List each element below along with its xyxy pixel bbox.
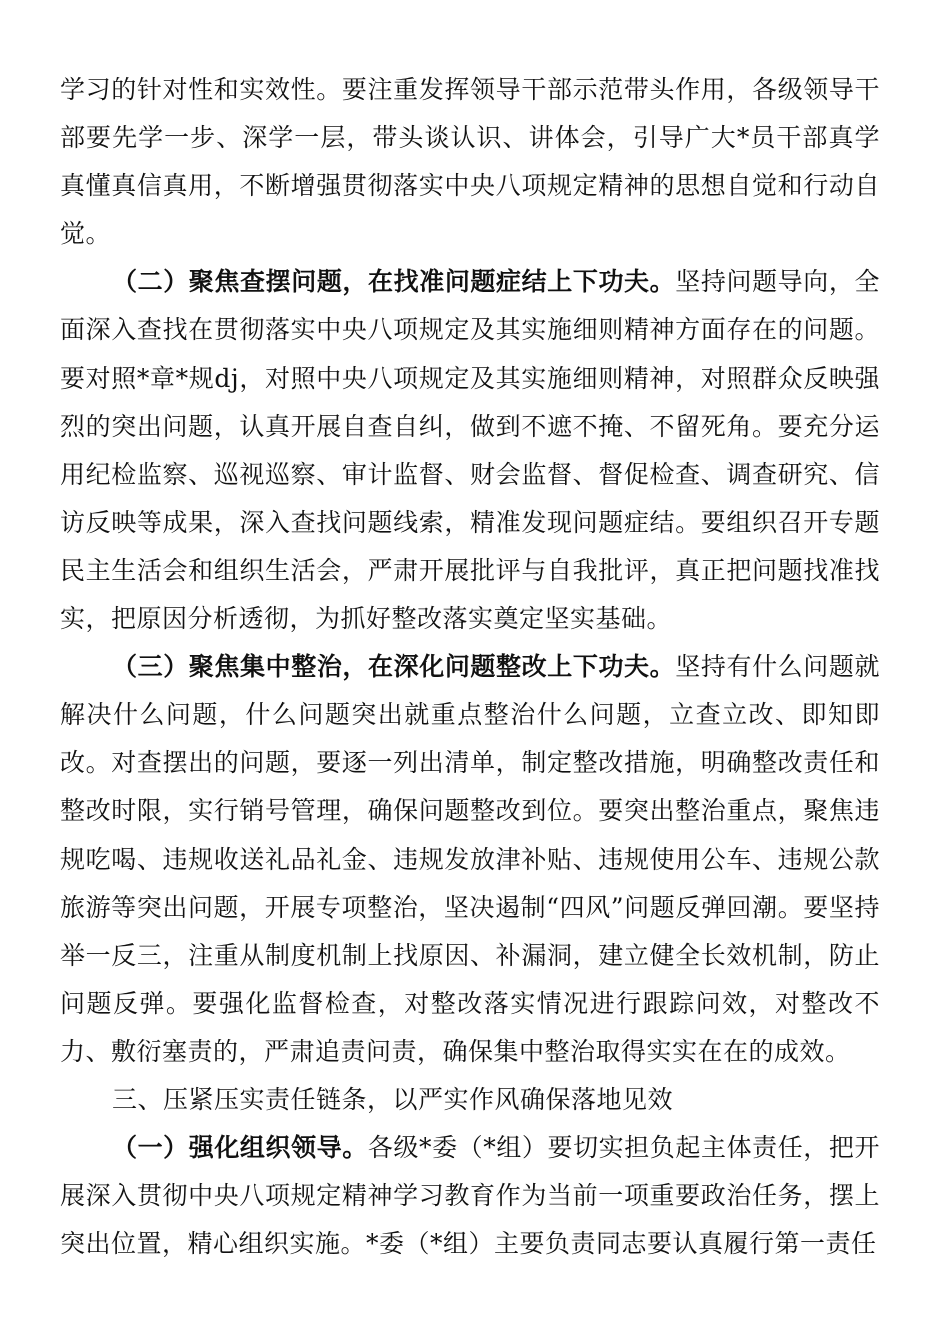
paragraph-focus-rectification: [60, 643, 880, 1076]
paragraph-text: 坚持有什么问题就解决什么问题，什么问题突出就重点整治什么问题，立查立改、即知即改。对查摆出的问题，要逐一列出清单，制定整改措施，明确整改责任和整改时限，实行销号管理，确保问题整改到位。要突出整治重点，聚焦违规吃喝、违规收送礼品礼金、违规发放津补贴、违规使用公车、违规公款旅游等突出问题，开展专项整治，坚决遏制“四风”问题反弹回潮。要坚持举一反三，注重从制度机制上找原因、补漏洞，建立健全长效机制，防止问题反弹。要强化监督检查，对整改落实情况进行跟踪问效，对整改不力、敷衍塞责的，严肃追责问责，确保集中整治取得实实在在的成效。: [60, 652, 880, 1066]
document-page: [60, 66, 880, 1268]
paragraph-text: 坚持问题导向，全面深入查找在贯彻落实中央八项规定及其实施细则精神方面存在的问题。要对照*章*规dj，对照中央八项规定及其实施细则精神，对照群众反映强烈的突出问题，认真开展自查自纠，做到不遮不掩、不留死角。要充分运用纪检监察、巡视巡察、审计监督、财会监督、督促检查、调查研究、信访反映等成果，深入查找问题线索，精准发现问题症结。要组织召开专题民主生活会和组织生活会，严肃开展批评与自我批评，真正把问题找准找实，把原因分析透彻，为抓好整改落实奠定坚实基础。: [60, 267, 880, 634]
paragraph-lead-heading: （二）聚焦查摆问题，在找准问题症结上下功夫。: [112, 267, 676, 297]
paragraph-study-continuation: [60, 66, 880, 258]
section-heading-text: 三、压紧压实责任链条，以严实作风确保落地见效: [112, 1084, 674, 1114]
paragraph-organization-leadership: [60, 1124, 880, 1268]
paragraph-text: 各级*委（*组）要切实担负起主体责任，把开展深入贯彻中央八项规定精神学习教育作为当前一项重要政治任务，摆上突出位置，精心组织实施。*委（*组）主要负责同志要认真履行第一责任: [60, 1133, 880, 1259]
paragraph-text: 学习的针对性和实效性。要注重发挥领导干部示范带头作用，各级领导干部要先学一步、深学一层，带头谈认识、讲体会，引导广大*员干部真学真懂真信真用，不断增强贯彻落实中央八项规定精神的思想自觉和行动自觉。: [60, 75, 880, 249]
paragraph-focus-problems: [60, 258, 880, 643]
paragraph-lead-heading: （一）强化组织领导。: [112, 1133, 368, 1163]
paragraph-lead-heading: （三）聚焦集中整治，在深化问题整改上下功夫。: [112, 652, 676, 682]
section-heading-three: [60, 1076, 880, 1124]
